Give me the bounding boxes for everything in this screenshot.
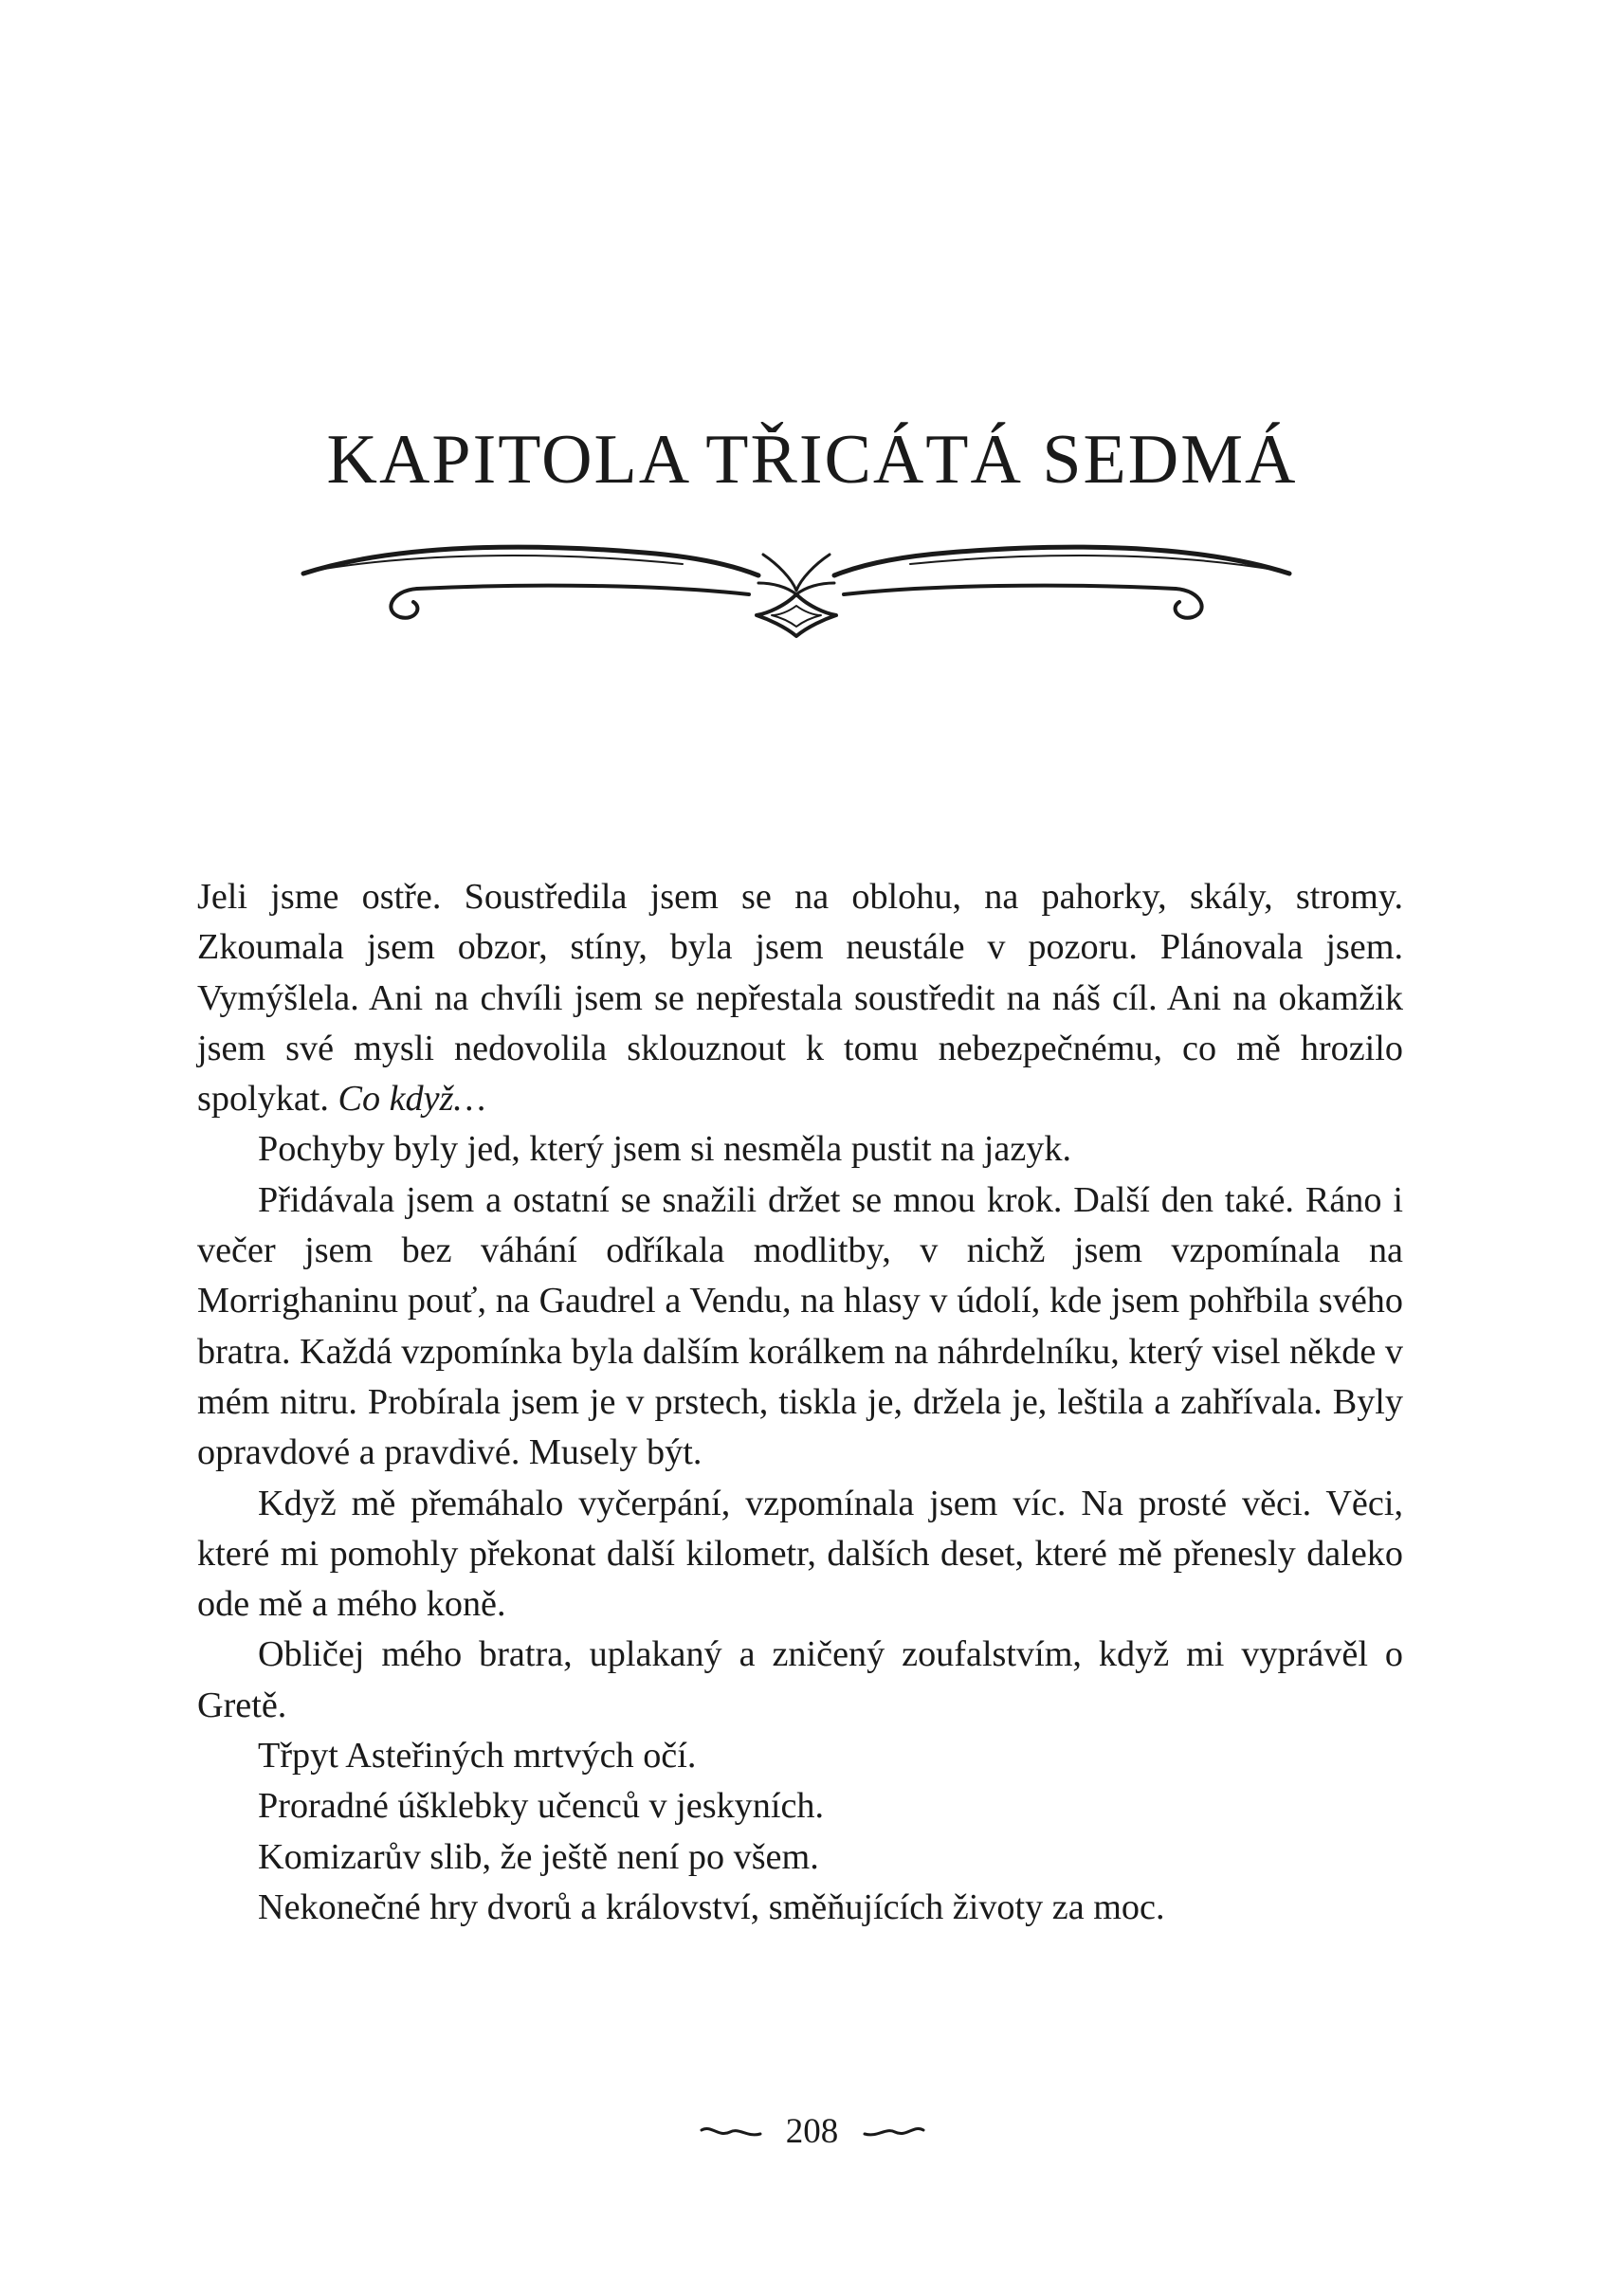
paragraph-5: Obličej mého bratra, uplakaný a zničený zoufalstvím, když mi vyprávěl o Gretě. bbox=[197, 1634, 1403, 1725]
paragraph-3: Přidávala jsem a ostatní se snažili držet se mnou krok. Další den také. Ráno i večer jsem bez váhání odříkala modlitby, v nichž jsem vzpomínala na Morrighaninu pouť, na Gaudrel a Vendu, na hlasy v údolí, kde jsem pohřbila svého bratra. Každá vzpomínka byla dalším korálkem na náhrdelníku, který visel někde v mém nitru. Probírala jsem je v prstech, tiskla je, držela je, leštila a zahřívala. Byly opravdové a pravdivé. Musely být. bbox=[197, 1179, 1403, 1473]
right-swash-icon bbox=[861, 2123, 927, 2141]
chapter-title: KAPITOLA TŘICÁTÁ SEDMÁ bbox=[326, 421, 1298, 499]
scroll-flourish-ornament-icon bbox=[284, 526, 1308, 640]
paragraph-2: Pochyby byly jed, který jsem si nesměla pustit na jazyk. bbox=[258, 1129, 1072, 1170]
page-number: 208 bbox=[785, 2111, 839, 2151]
paragraph-8: Komizarův slib, že ještě není po všem. bbox=[258, 1836, 819, 1877]
paragraph-9: Nekonečné hry dvorů a království, směňujících životy za moc. bbox=[258, 1886, 1165, 1927]
paragraph-1: Jeli jsme ostře. Soustředila jsem se na oblohu, na pahorky, skály, stromy. Zkoumala jsem obzor, stíny, byla jsem neustále v pozoru. Plánovala jsem. Vymýšlela. Ani na chvíli jsem se nepřestala soustředit na náš cíl. Ani na okamžik jsem své mysli nedovolila sklouznout k tomu nebezpečnému, co mě hrozilo spolykat. Co když… bbox=[197, 877, 1403, 1120]
body-text bbox=[197, 872, 1403, 1933]
italic-phrase: Co když… bbox=[338, 1079, 486, 1120]
paragraph-7: Proradné úšklebky učenců v jeskyních. bbox=[258, 1786, 825, 1827]
page-footer bbox=[0, 2110, 1624, 2151]
paragraph-6: Třpyt Asteřiných mrtvých očí. bbox=[258, 1736, 697, 1777]
left-swash-icon bbox=[698, 2123, 764, 2141]
paragraph-4: Když mě přemáhalo vyčerpání, vzpomínala jsem víc. Na prosté věci. Věci, které mi pomohly překonat další kilometr, dalších deset, které mě přenesly daleko ode mě a mého koně. bbox=[197, 1483, 1403, 1625]
